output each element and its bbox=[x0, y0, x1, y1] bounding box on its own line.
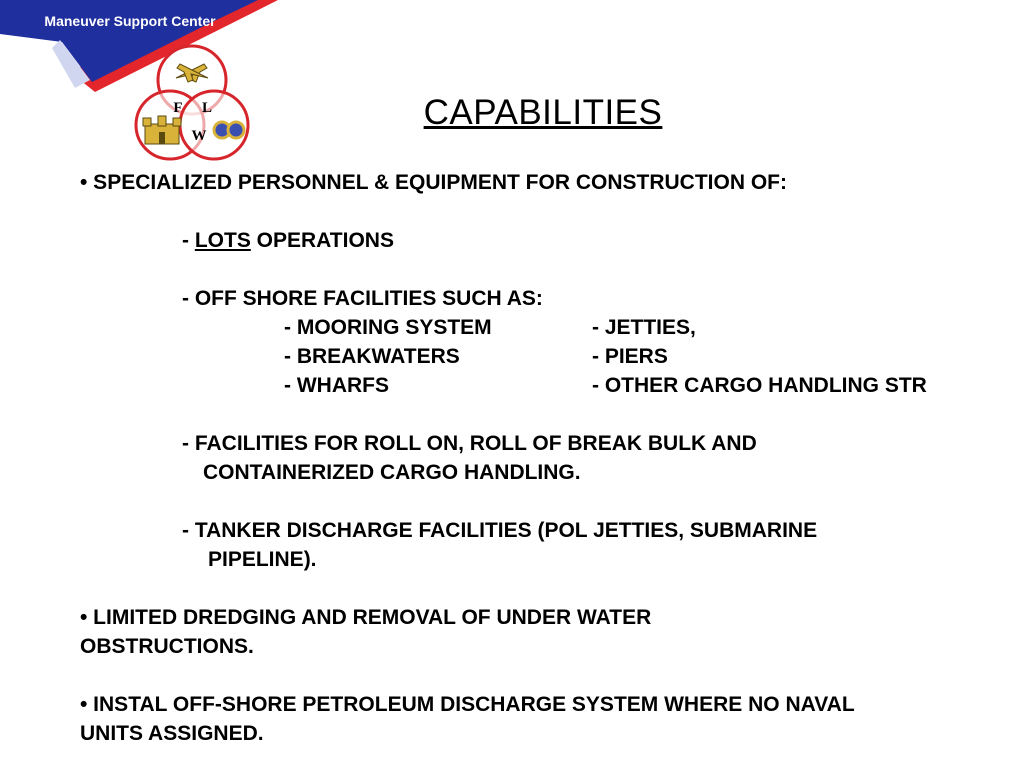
list-item-other-cargo-handling: - OTHER CARGO HANDLING STR bbox=[592, 374, 927, 397]
logo-graphic bbox=[0, 0, 280, 175]
list-item-wharfs: - WHARFS bbox=[284, 374, 389, 397]
sub-item-roll-on-facilities-cont: CONTAINERIZED CARGO HANDLING. bbox=[203, 461, 581, 484]
sub-item-roll-on-facilities: - FACILITIES FOR ROLL ON, ROLL OF BREAK BULK AND bbox=[182, 432, 757, 455]
bullet-instal-petroleum-system-cont: UNITS ASSIGNED. bbox=[80, 722, 264, 745]
logo-letter-l: L bbox=[201, 100, 213, 116]
operations-text: OPERATIONS bbox=[250, 229, 394, 252]
lots-acronym: LOTS bbox=[194, 229, 251, 252]
sub-item-lots-operations bbox=[182, 228, 394, 254]
bullet-limited-dredging-cont: OBSTRUCTIONS. bbox=[80, 635, 254, 658]
logo-letter-w: W bbox=[191, 128, 207, 144]
dash: - bbox=[182, 229, 195, 252]
list-item-mooring-system: - MOORING SYSTEM bbox=[284, 316, 492, 339]
bullet-specialized-personnel: • SPECIALIZED PERSONNEL & EQUIPMENT FOR CONSTRUCTION OF: bbox=[80, 171, 787, 194]
maneuver-support-center-logo bbox=[0, 0, 280, 175]
sub-item-tanker-discharge-cont: PIPELINE). bbox=[208, 548, 317, 571]
list-item-piers: - PIERS bbox=[592, 345, 668, 368]
bullet-instal-petroleum-system: • INSTAL OFF-SHORE PETROLEUM DISCHARGE SYSTEM WHERE NO NAVAL bbox=[80, 693, 855, 716]
logo-letter-f: F bbox=[173, 100, 183, 116]
banner-text: Maneuver Support Center bbox=[44, 13, 216, 29]
sub-item-tanker-discharge: - TANKER DISCHARGE FACILITIES (POL JETTIES, SUBMARINE bbox=[182, 519, 818, 542]
slide-title: CAPABILITIES bbox=[423, 93, 663, 132]
list-item-breakwaters: - BREAKWATERS bbox=[284, 345, 460, 368]
list-item-jetties: - JETTIES, bbox=[592, 316, 696, 339]
sub-item-off-shore-facilities: - OFF SHORE FACILITIES SUCH AS: bbox=[182, 287, 543, 310]
bullet-limited-dredging: • LIMITED DREDGING AND REMOVAL OF UNDER WATER bbox=[80, 606, 652, 629]
